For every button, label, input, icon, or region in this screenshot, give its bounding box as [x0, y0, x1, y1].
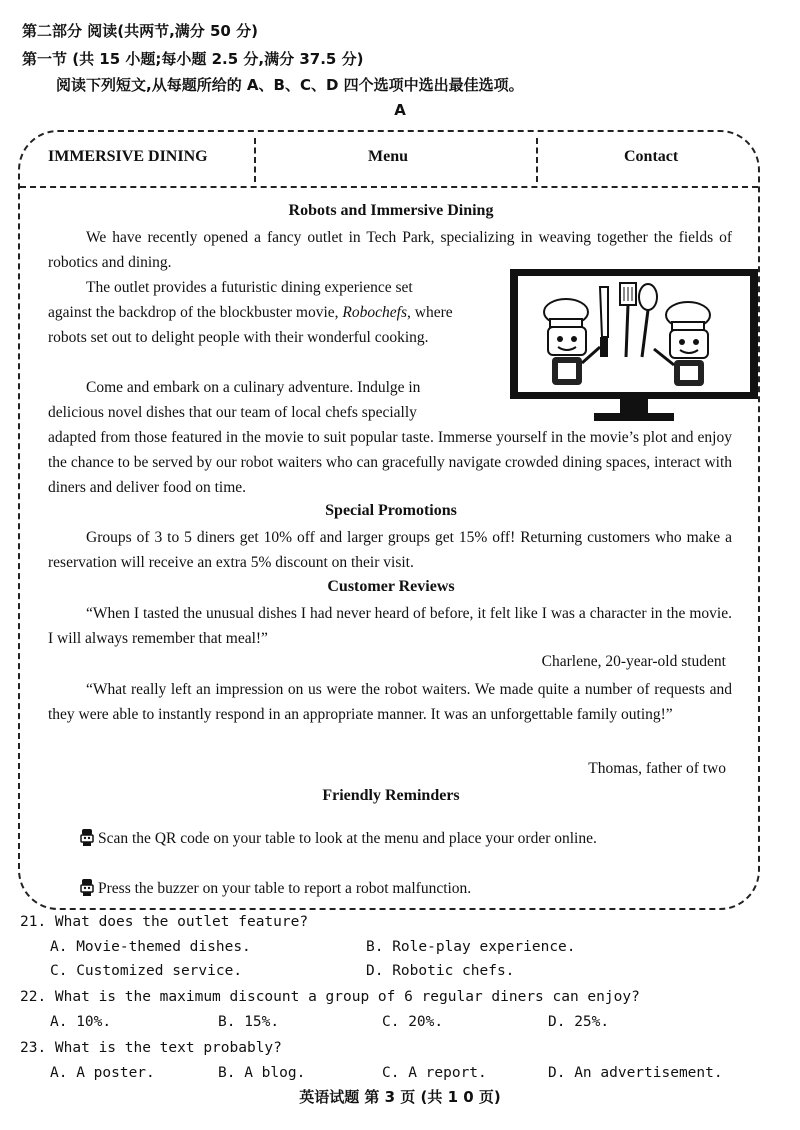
nav-divider — [254, 138, 256, 182]
nav-bar — [20, 132, 758, 188]
reminders-title: Friendly Reminders — [322, 787, 460, 804]
nav-brand[interactable]: IMMERSIVE DINING — [48, 148, 208, 165]
option-21-c[interactable]: C. Customized service. — [50, 963, 243, 979]
article-title: Robots and Immersive Dining — [288, 202, 494, 219]
instructions: 阅读下列短文,从每题所给的 A、B、C、D 四个选项中选出最佳选项。 — [56, 76, 524, 94]
nav-divider — [536, 138, 538, 182]
option-23-d[interactable]: D. An advertisement. — [548, 1065, 723, 1081]
reviews-title: Customer Reviews — [327, 578, 455, 595]
reminder-qr — [78, 828, 597, 848]
promotions-title: Special Promotions — [325, 502, 457, 519]
paragraph-adventure-continued: adapted from those featured in the movie to suit popular taste. Immerse yourself in the movie’s plot and enjoy the chance to be served by our robot waiters who can gracefully navigate crowded dining spaces, interact with diners and deliver food on time. — [48, 429, 732, 496]
review-author-thomas: Thomas, father of two — [588, 760, 726, 777]
paragraph-movie-text: The outlet provides a futuristic dining experience set against the backdrop of the blockbuster movie, — [48, 279, 413, 321]
paragraph-adventure: Come and embark on a culinary adventure. Indulge in delicious novel dishes that our team of local chefs specially — [48, 379, 421, 421]
webpage-card — [18, 130, 760, 910]
option-22-a[interactable]: A. 10%. — [50, 1014, 112, 1030]
reminder-buzzer — [78, 878, 471, 898]
option-23-c[interactable]: C. A report. — [382, 1065, 487, 1081]
option-23-a[interactable]: A. A poster. — [50, 1065, 155, 1081]
movie-title: Robochefs — [342, 304, 407, 321]
review-thomas: “What really left an impression on us were the robot waiters. We made quite a number of requests and they were able to instantly respond in an appropriate manner. It was an unforgettable family outing!” — [48, 681, 732, 723]
paragraph-intro: We have recently opened a fancy outlet in Tech Park, specializing in weaving together the fields of robotics and dining. — [48, 229, 732, 271]
option-21-d[interactable]: D. Robotic chefs. — [366, 963, 515, 979]
reminder-buzzer-text: Press the buzzer on your table to report a robot malfunction. — [98, 880, 472, 897]
option-22-c[interactable]: C. 20%. — [382, 1014, 444, 1030]
passage-letter: A — [394, 101, 406, 119]
option-21-b[interactable]: B. Role-play experience. — [366, 939, 576, 955]
part-heading: 第二部分 阅读(共两节,满分 50 分) — [22, 22, 258, 40]
question-21: 21. What does the outlet feature? — [20, 914, 309, 930]
review-author-charlene: Charlene, 20-year-old student — [541, 653, 726, 670]
paragraph-movie — [48, 275, 458, 350]
option-23-b[interactable]: B. A blog. — [218, 1065, 306, 1081]
page-footer: 英语试题 第 3 页 (共 1 0 页) — [299, 1088, 501, 1106]
question-22: 22. What is the maximum discount a group of 6 regular diners can enjoy? — [20, 989, 640, 1005]
paragraph-movie-text-end: , where robots set out to delight people with their wonderful cooking. — [48, 304, 453, 346]
promotions-text: Groups of 3 to 5 diners get 10% off and larger groups get 15% off! Returning customers who make a reservation will receive an extra 5% discount on their visit. — [48, 529, 732, 571]
question-23: 23. What is the text probably? — [20, 1040, 282, 1056]
robot-chefs-tv-image — [508, 267, 760, 427]
nav-menu-link[interactable]: Menu — [368, 148, 408, 165]
robot-icon — [78, 828, 96, 846]
robot-icon — [78, 878, 96, 896]
option-22-d[interactable]: D. 25%. — [548, 1014, 610, 1030]
review-charlene: “When I tasted the unusual dishes I had never heard of before, it felt like I was a character in the movie. I will always remember that meal!” — [48, 605, 732, 647]
option-22-b[interactable]: B. 15%. — [218, 1014, 280, 1030]
reminder-qr-text: Scan the QR code on your table to look at the menu and place your order online. — [98, 830, 597, 847]
option-21-a[interactable]: A. Movie-themed dishes. — [50, 939, 251, 955]
section-heading: 第一节 (共 15 小题;每小题 2.5 分,满分 37.5 分) — [22, 50, 364, 68]
nav-contact-link[interactable]: Contact — [624, 148, 679, 165]
